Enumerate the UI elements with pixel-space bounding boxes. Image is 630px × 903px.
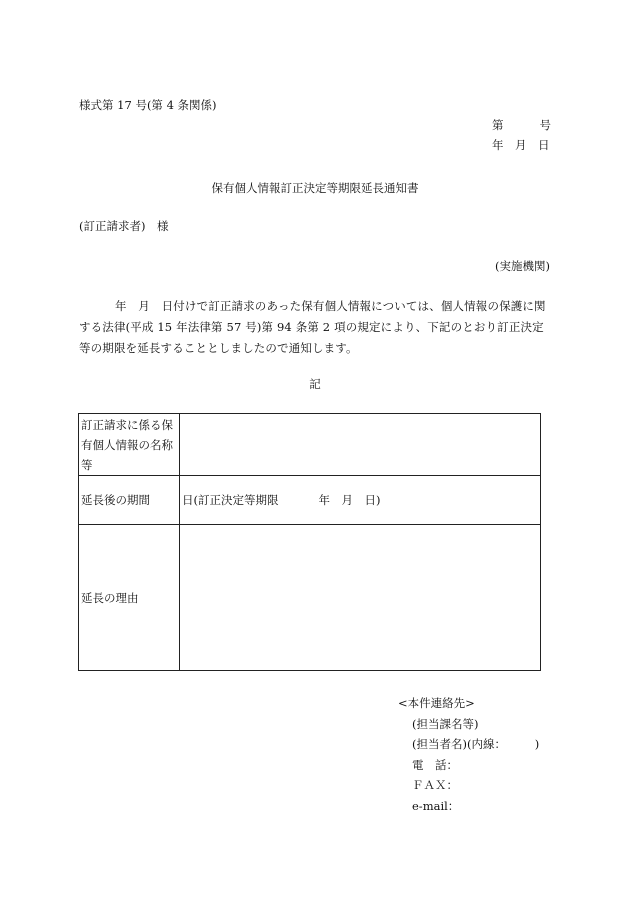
document-title: 保有個人情報訂正決定等期限延長通知書 — [211, 181, 419, 195]
contact-phone: 電 話： — [412, 757, 458, 772]
form-number: 様式第 17 号(第 4 条関係) — [79, 98, 217, 112]
info-name-value — [180, 414, 541, 476]
document-number-prefix: 第 — [492, 118, 504, 132]
contact-heading: <本件連絡先> — [398, 696, 475, 710]
contact-fax: ＦＡＸ： — [412, 778, 458, 792]
info-name-label: 訂正請求に係る保有個人情報の名称等 — [79, 414, 180, 476]
table-row — [79, 525, 541, 671]
detail-table — [78, 413, 541, 671]
extension-reason-label: 延長の理由 — [79, 525, 180, 671]
contact-dept: (担当課名等) — [412, 716, 479, 731]
extension-period-prefix: 日(訂正決定等期限 — [182, 493, 279, 507]
body-text: 年 月 日付けで訂正請求のあった保有個人情報については、個人情報の保護に関する法律(平成 15 年法律第 57 号)第 94 条第 2 項の規定により、下記のとおり訂正決定等の期限を延長することとしましたので通知します。 — [79, 299, 546, 355]
extension-reason-value — [180, 525, 541, 671]
document-number — [492, 117, 551, 133]
recipient: (訂正請求者) 様 — [79, 219, 169, 233]
document-number-suffix: 号 — [539, 118, 551, 132]
contact-person: (担当者名)(内線： ) — [412, 737, 540, 751]
document-date: 年 月 日 — [492, 138, 550, 152]
table-row — [79, 476, 541, 525]
table-row — [79, 414, 541, 476]
contact-email: e-mail： — [412, 798, 460, 813]
issuer: (実施機関) — [495, 259, 550, 273]
extension-deadline-date: 年 月 日) — [318, 493, 381, 507]
ki-heading: 記 — [309, 377, 321, 391]
extension-period-label: 延長後の期間 — [79, 476, 180, 525]
extension-period-value — [180, 476, 541, 525]
contact-block — [398, 693, 539, 816]
